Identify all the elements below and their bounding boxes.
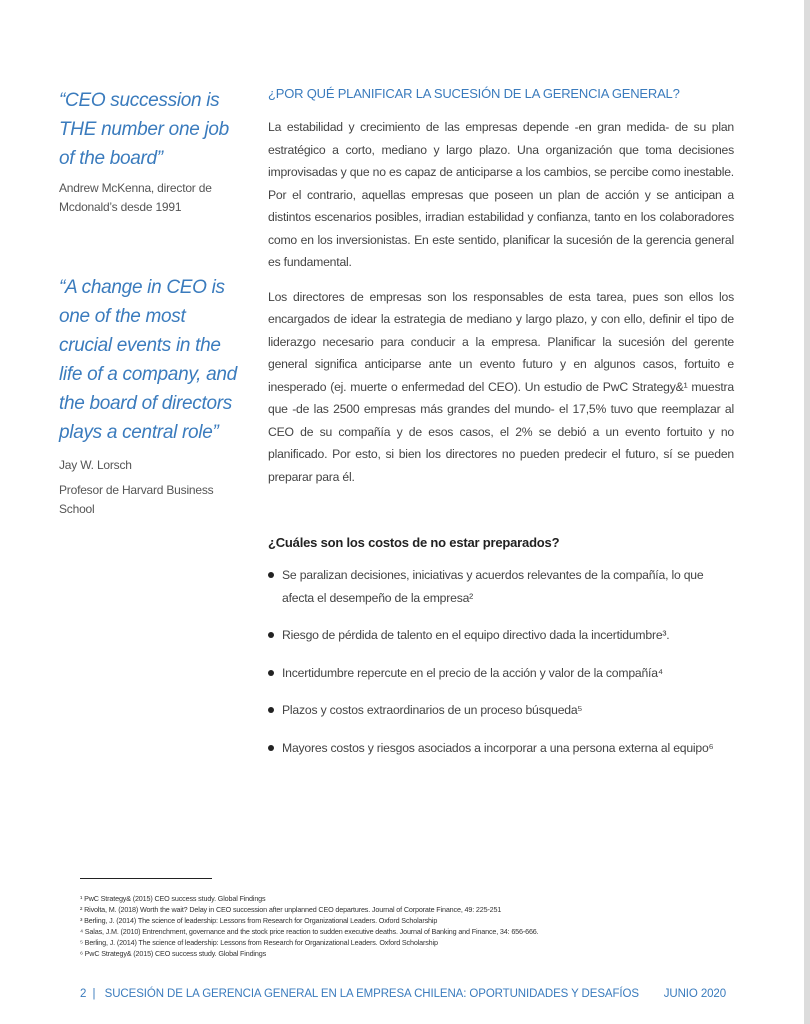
costs-subheading: ¿Cuáles son los costos de no estar preparados?	[268, 535, 560, 550]
footnote-4: ⁴ Salas, J.M. (2010) Entrenchment, governance and the stock price reaction to sudden executive deaths. Journal of Banking and Finance, 34: 656-666.	[80, 927, 539, 936]
footnote-3: ³ Berling, J. (2014) The science of leadership: Lessons from Research for Organizational Leaders. Oxford Scholarship	[80, 916, 438, 925]
pull-quote-2: “A change in CEO is one of the most crucial events in the life of a company, and the board of directors plays a central role”	[59, 277, 237, 443]
section-title: ¿POR QUÉ PLANIFICAR LA SUCESIÓN DE LA GERENCIA GENERAL?	[268, 86, 680, 101]
page-edge	[804, 0, 810, 1024]
page-footer	[80, 988, 726, 1000]
footnote-1: ¹ PwC Strategy& (2015) CEO success study. Global Findings	[80, 894, 266, 903]
footnote-2: ² Rivolta, M. (2018) Worth the wait? Delay in CEO succession after unplanned CEO departures. Journal of Corporate Finance, 49: 225-251	[80, 905, 502, 914]
sidebar-quotes	[59, 86, 239, 519]
footer-page-title: 2 | SUCESIÓN DE LA GERENCIA GENERAL EN LA EMPRESA CHILENA: OPORTUNIDADES Y DESAFÍOS	[80, 988, 639, 1000]
main-content	[268, 86, 734, 774]
footnote-divider	[80, 878, 212, 879]
list-item: Riesgo de pérdida de talento en el equipo directivo dada la incertidumbre³.	[268, 624, 734, 647]
costs-list	[268, 564, 734, 759]
paragraph-2: Los directores de empresas son los responsables de esta tarea, pues son ellos los encargados de idear la estrategia de mediano y largo plazo, y con ello, definir el tipo de liderazgo necesario para conducir a la empresa. Planificar la sucesión del gerente general significa anticiparse ante un evento futuro y en algunos casos, fortuito e inesperado (ej. muerte o enfermedad del CEO). Un estudio de PwC Strategy&¹ muestra que -de las 2500 empresas más grandes del mundo- el 17,5% tuvo que reemplazar al CEO de su compañía y de esos casos, el 2% se debió a un evento fortuito y no planificado. Por esto, si bien los directores no pueden predecir el futuro, sí se pueden preparar para él.	[268, 289, 734, 484]
footer-date: JUNIO 2020	[663, 988, 726, 1000]
quote-2-attribution-title: Profesor de Harvard Business School	[59, 483, 214, 516]
footnote-6: ⁶ PwC Strategy& (2015) CEO success study. Global Findings	[80, 949, 267, 958]
list-item: Incertidumbre repercute en el precio de la acción y valor de la compañía⁴	[268, 662, 734, 685]
list-item: Se paralizan decisiones, iniciativas y acuerdos relevantes de la compañía, lo que afecta el desempeño de la empresa²	[268, 564, 734, 609]
list-item: Mayores costos y riesgos asociados a incorporar a una persona externa al equipo⁶	[268, 737, 734, 760]
list-item: Plazos y costos extraordinarios de un proceso búsqueda⁵	[268, 699, 734, 722]
footnotes	[80, 893, 740, 959]
quote-1-attribution: Andrew McKenna, director de Mcdonald’s desde 1991	[59, 181, 212, 214]
paragraph-1: La estabilidad y crecimiento de las empresas depende -en gran medida- de su plan estratégico a corto, mediano y largo plazo. Una organización que toma decisiones improvisadas y que no es capaz de anticiparse a los cambios, se percibe como inestable. Por el contrario, aquellas empresas que poseen un plan de acción y se anticipan a distintos escenarios posibles, irradian estabilidad y confianza, tanto en los colaboradores como en los inversionistas. En este sentido, planificar la sucesión de la gerencia general es fundamental.	[268, 120, 734, 269]
pull-quote-1: “CEO succession is THE number one job of the board”	[59, 90, 229, 169]
footnote-5: ⁵ Berling, J. (2014) The science of leadership: Lessons from Research for Organizational Leaders. Oxford Scholarship	[80, 938, 438, 947]
quote-2-attribution-name: Jay W. Lorsch	[59, 458, 132, 472]
